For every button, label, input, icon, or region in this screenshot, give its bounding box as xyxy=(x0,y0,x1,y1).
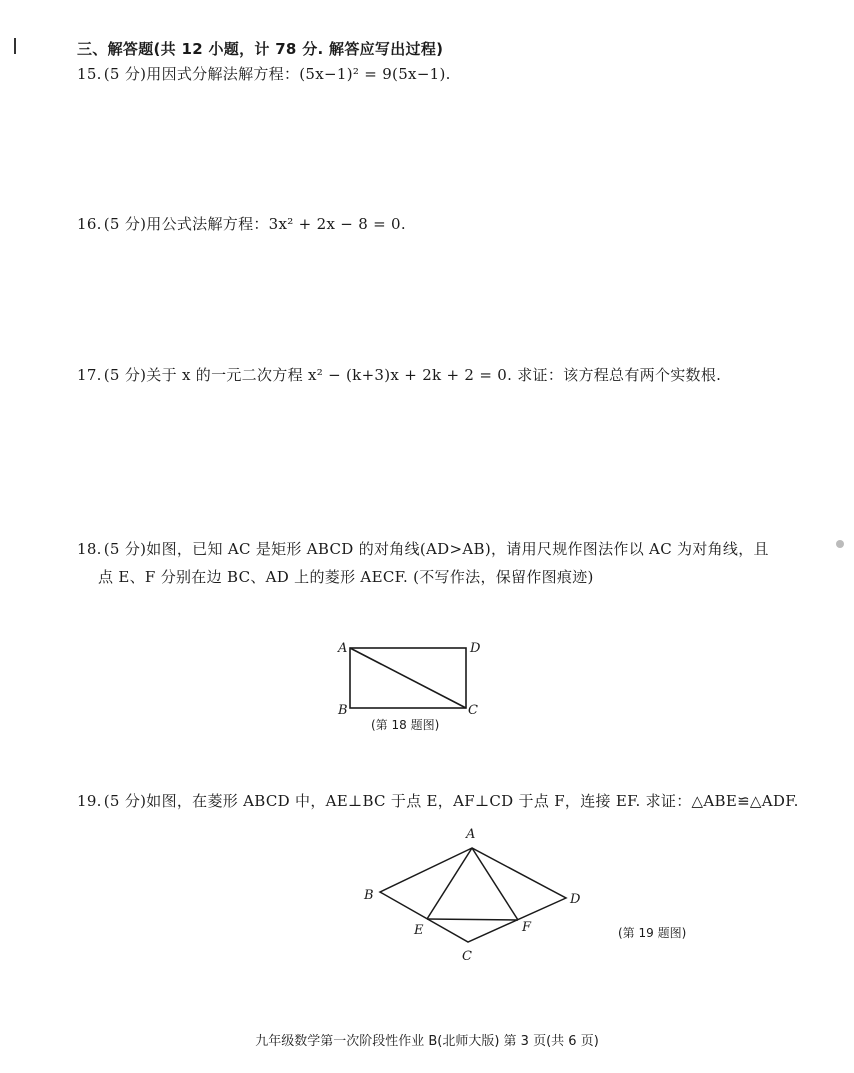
section-title: 三、解答题(共 12 小题，计 78 分. 解答应写出过程) xyxy=(77,40,444,58)
question-number: 16. xyxy=(77,215,102,233)
question-number: 17. xyxy=(77,366,102,384)
diagonal-ac xyxy=(350,648,466,708)
question-text: (5 分)关于 x 的一元二次方程 x² − (k+3)x + 2k + 2 = 0. 求证：该方程总有两个实数根. xyxy=(103,366,722,384)
segment-af xyxy=(472,848,518,920)
label-b: B xyxy=(364,888,374,903)
question-text: (5 分)用因式分解法解方程：(5x−1)² = 9(5x−1). xyxy=(103,65,451,83)
label-c: C xyxy=(462,949,472,964)
question-number: 19. xyxy=(77,792,102,810)
label-d: D xyxy=(570,892,581,907)
question-text-line1: (5 分)如图，已知 AC 是矩形 ABCD 的对角线(AD>AB)，请用尺规作图法作以 AC 为对角线，且 xyxy=(103,540,769,558)
question-text: (5 分)如图，在菱形 ABCD 中，AE⊥BC 于点 E，AF⊥CD 于点 F，连接 EF. 求证：△ABE≌△ADF. xyxy=(103,792,799,810)
figure-18-rectangle xyxy=(330,634,490,720)
label-a: A xyxy=(338,641,348,656)
question-15 xyxy=(77,60,451,88)
figure-18-caption: (第 18 题图) xyxy=(371,718,440,732)
label-c: C xyxy=(468,703,478,718)
figure-19-rhombus xyxy=(358,822,588,967)
label-f: F xyxy=(522,920,532,935)
question-18 xyxy=(77,535,777,591)
question-19 xyxy=(77,787,799,815)
label-d: D xyxy=(470,641,481,656)
segment-ef xyxy=(427,919,518,920)
page-footer: 九年级数学第一次阶段性作业 B(北师大版) 第 3 页(共 6 页) xyxy=(255,1034,599,1049)
question-number: 15. xyxy=(77,65,102,83)
question-16 xyxy=(77,210,406,238)
side-mark xyxy=(836,540,844,548)
label-e: E xyxy=(414,923,424,938)
label-b: B xyxy=(338,703,348,718)
question-text: (5 分)用公式法解方程：3x² + 2x − 8 = 0. xyxy=(103,215,406,233)
rhombus-abcd xyxy=(380,848,566,942)
label-a: A xyxy=(466,827,476,842)
question-17 xyxy=(77,361,721,389)
margin-mark xyxy=(14,38,16,54)
question-number: 18. xyxy=(77,540,102,558)
figure-19-caption: (第 19 题图) xyxy=(618,926,687,940)
question-text-line2: 点 E、F 分别在边 BC、AD 上的菱形 AECF. (不写作法，保留作图痕迹) xyxy=(98,568,594,586)
